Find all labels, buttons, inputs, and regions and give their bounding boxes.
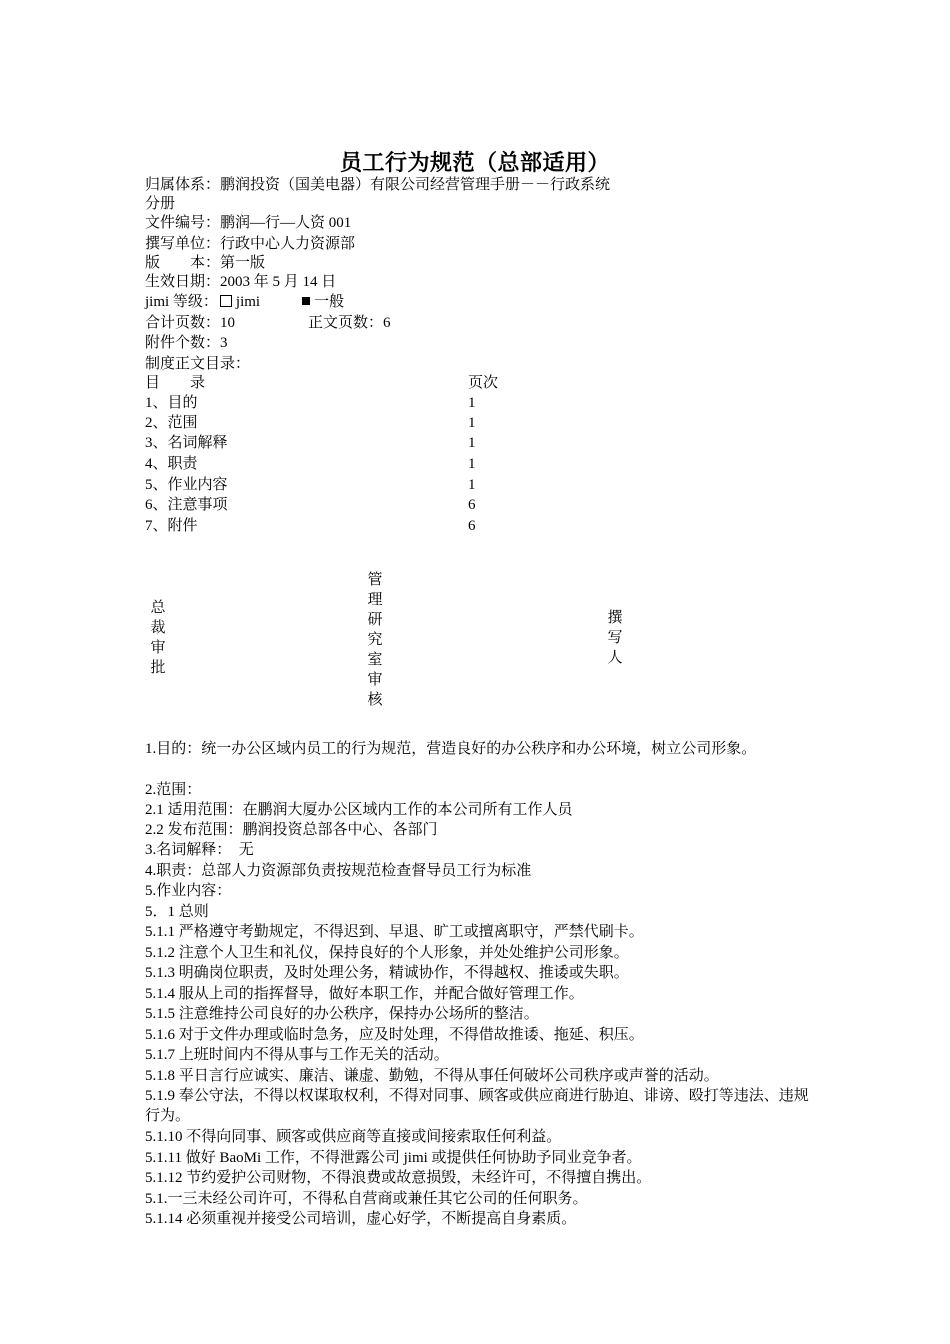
body-paragraph: 5.1.3 明确岗位职责，及时处理公务，精诚协作，不得越权、推诿或失职。 [145, 965, 629, 981]
body-paragraph: 5.1.5 注意维持公司良好的办公秩序，保持办公场所的整洁。 [145, 1006, 539, 1022]
research-review-label: 管理研究室审核 [367, 572, 383, 708]
toc-header-name: 目 录 [145, 375, 206, 391]
toc-item-page: 1 [468, 456, 476, 472]
toc-item-page: 1 [468, 395, 476, 411]
toc-item [145, 454, 545, 474]
body-paragraph: 5.1.2 注意个人卫生和礼仪，保持良好的个人形象，并处处维护公司形象。 [145, 945, 629, 961]
attachment-count: 附件个数：3 [145, 335, 228, 351]
checked-square-icon [302, 297, 310, 305]
body-paragraph: 5.1.8 平日言行应诚实、廉洁、谦虚、勤勉，不得从事任何破坏公司秩序或声誉的活动。 [145, 1068, 719, 1084]
version-value: 第一版 [220, 255, 266, 271]
toc-header-page: 页次 [468, 375, 499, 391]
body-paragraph: 2.1 适用范围：在鹏润大厦办公区域内工作的本公司所有工作人员 [145, 802, 573, 818]
body-paragraph: 5.作业内容： [145, 883, 232, 899]
toc-header [145, 373, 545, 393]
toc-item-name: 4、职责 [145, 456, 198, 472]
level-option-general: 一般 [314, 294, 345, 310]
security-level [145, 292, 344, 312]
toc-item-name: 6、注意事项 [145, 497, 228, 513]
body-paragraph: 2.2 发布范围：鹏润投资总部各中心、各部门 [145, 822, 438, 838]
body-paragraph: 3.名词解释： 无 [145, 842, 254, 858]
toc-item-name: 2、范围 [145, 415, 198, 431]
toc-item-name: 5、作业内容 [145, 477, 228, 493]
unchecked-box-icon [220, 295, 232, 307]
toc-item-name: 3、名词解释 [145, 435, 228, 451]
body-paragraph: 1.目的：统一办公区域内员工的行为规范，营造良好的办公秩序和办公环境，树立公司形象。 [145, 741, 757, 757]
level-option-jimi: jimi [235, 294, 261, 310]
body-paragraph: 5.1.一三未经公司许可，不得私自营商或兼任其它公司的任何职务。 [145, 1191, 588, 1207]
toc-item [145, 433, 545, 453]
body-paragraph: 5．1 总则 [145, 904, 209, 920]
body-paragraph: 5.1.1 严格遵守考勤规定，不得迟到、早退、旷工或擅离职守，严禁代刷卡。 [145, 924, 644, 940]
version [145, 253, 265, 273]
body-paragraph: 4.职责：总部人力资源部负责按规范检查督导员工行为标准 [145, 863, 532, 879]
level-label: jimi 等级： [145, 294, 218, 310]
president-approval-label: 总裁审批 [150, 600, 166, 676]
body-paragraph: 5.1.7 上班时间内不得从事与工作无关的活动。 [145, 1047, 449, 1063]
toc-item-name: 7、附件 [145, 518, 198, 534]
toc-item [145, 495, 545, 515]
effective-date: 生效日期：2003 年 5 月 14 日 [145, 274, 337, 290]
body-paragraph: 5.1.9 奉公守法，不得以权谋取权利，不得对同事、顾客或供应商进行胁迫、诽谤、殴打等违法、违规行为。 [145, 1088, 809, 1125]
total-pages: 合计页数：10 [145, 315, 236, 331]
toc-item-page: 1 [468, 477, 476, 493]
toc-item-page: 1 [468, 415, 476, 431]
system-line-cont: 分册 [145, 196, 176, 212]
doc-number: 文件编号：鹏润—行—人资 001 [145, 215, 352, 231]
body-paragraph: 5.1.10 不得向同事、顾客或供应商等直接或间接索取任何利益。 [145, 1129, 562, 1145]
system-line: 归属体系：鹏润投资（国美电器）有限公司经营管理手册－－行政系统 [145, 177, 611, 193]
body-paragraph: 5.1.4 服从上司的指挥督导，做好本职工作，并配合做好管理工作。 [145, 986, 584, 1002]
body-paragraph: 2.范围： [145, 782, 202, 798]
body-paragraph: 5.1.11 做好 BaoMi 工作，不得泄露公司 jimi 或提供任何协助予同业竞争者。 [145, 1150, 642, 1166]
body-paragraph: 5.1.12 节约爱护公司财物，不得浪费或故意损毁，未经许可，不得擅自携出。 [145, 1170, 652, 1186]
toc-item [145, 475, 545, 495]
writer-label: 撰写人 [607, 610, 623, 666]
body-paragraph: 5.1.6 对于文件办理或临时急务，应及时处理，不得借故推诿、拖延、积压。 [145, 1027, 644, 1043]
toc-item-name: 1、目的 [145, 395, 198, 411]
toc-item [145, 516, 545, 536]
author-unit: 撰写单位：行政中心人力资源部 [145, 236, 356, 252]
toc-item [145, 413, 545, 433]
body-pages: 正文页数：6 [308, 315, 391, 331]
toc-item-page: 6 [468, 518, 476, 534]
toc-item-page: 1 [468, 435, 476, 451]
toc-heading: 制度正文目录： [145, 356, 251, 372]
toc-item [145, 393, 545, 413]
version-label: 版 本： [145, 255, 221, 271]
document-title: 员工行为规范（总部适用） [339, 150, 610, 175]
body-paragraph: 5.1.14 必须重视并接受公司培训，虚心好学，不断提高自身素质。 [145, 1211, 577, 1227]
toc-item-page: 6 [468, 497, 476, 513]
